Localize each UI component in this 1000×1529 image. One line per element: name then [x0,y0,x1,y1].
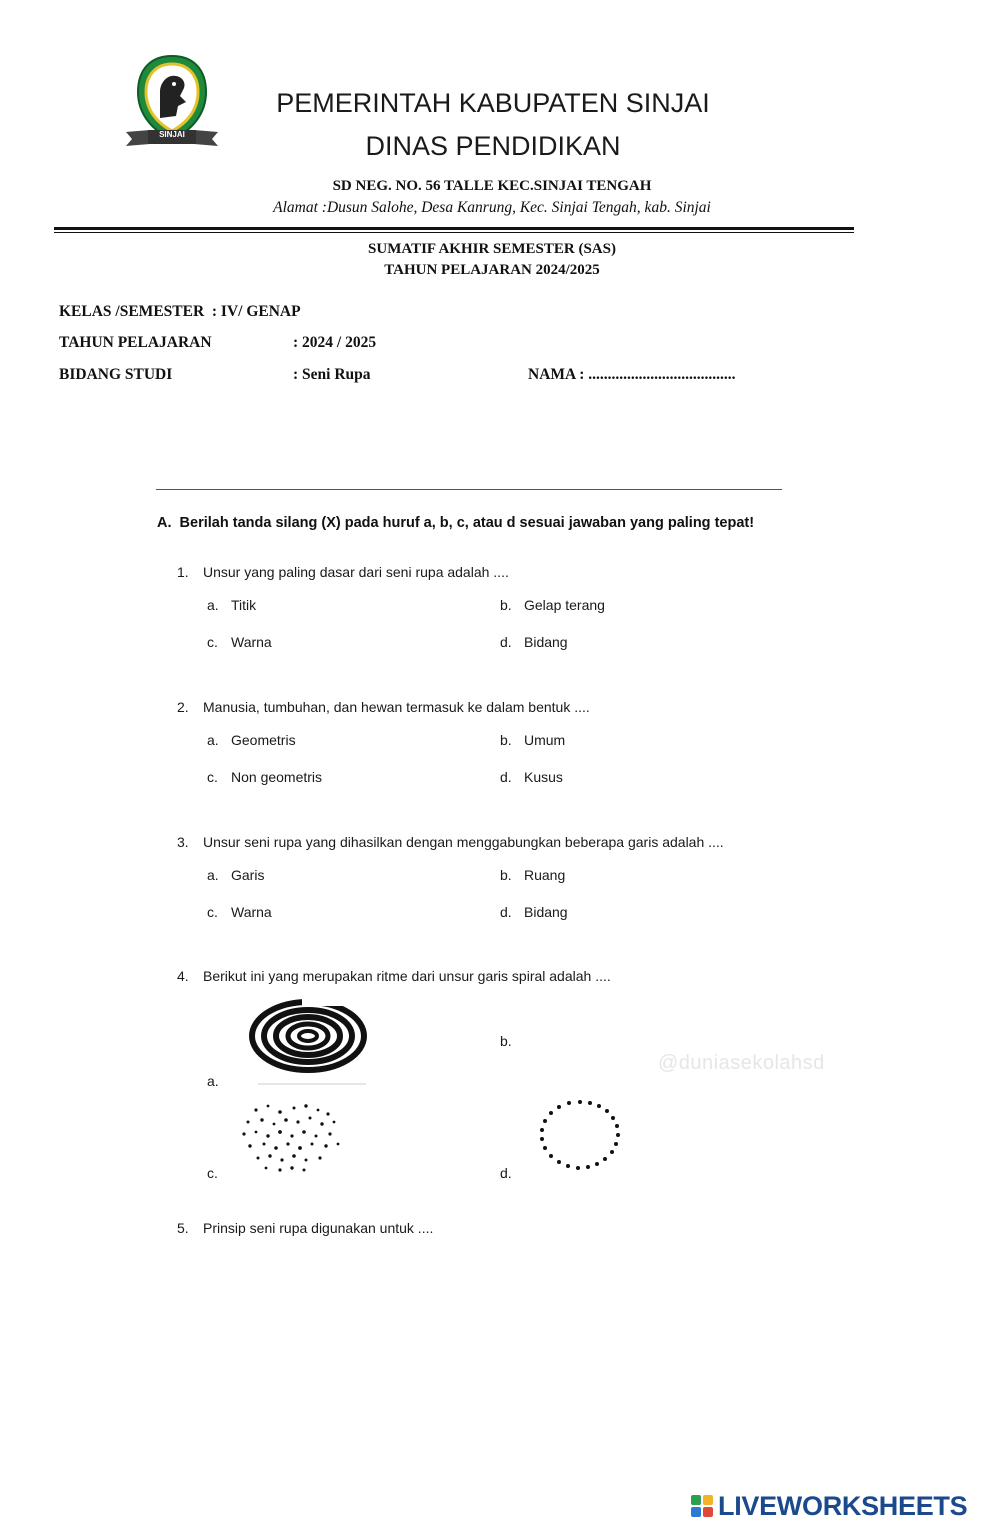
option-3d[interactable] [500,904,568,920]
question-5 [177,1220,433,1236]
question-4 [177,968,611,984]
department-name: DINAS PENDIDIKAN [365,131,621,161]
spiral-lines-image[interactable] [248,998,368,1088]
option-3a[interactable] [207,867,264,883]
option-text: Kusus [524,769,563,785]
option-text: Geometris [231,732,296,748]
school-name: SD NEG. NO. 56 TALLE KEC.SINJAI TENGAH [332,178,652,194]
option-1d[interactable] [500,634,568,650]
option-letter: c. [207,634,218,650]
question-number: 1. [177,564,189,580]
letterhead-rule-thick [54,227,854,230]
question-1 [177,564,509,580]
question-number: 5. [177,1220,189,1236]
option-text: Warna [231,904,272,920]
option-text: Titik [231,597,257,613]
academic-year-value: : 2024 / 2025 [293,334,377,351]
scattered-dots-image[interactable] [236,1100,346,1176]
option-4b[interactable] [500,1033,524,1049]
question-text: Unsur seni rupa yang dihasilkan dengan menggabungkan beberapa garis adalah .... [203,834,724,850]
option-3c[interactable] [207,904,272,920]
section-a-instructions: A. Berilah tanda silang (X) pada huruf a, b, c, atau d sesuai jawaban yang paling tepat! [157,515,755,531]
option-text: Gelap terang [524,597,605,613]
subject-label: BIDANG STUDI [59,366,173,383]
option-text: Bidang [524,904,568,920]
option-letter: a. [207,732,219,748]
liveworksheets-icon [690,1494,714,1518]
option-letter: a. [207,1073,219,1089]
option-letter: d. [500,634,512,650]
option-letter: a. [207,867,219,883]
option-letter: b. [500,597,512,613]
option-letter: a. [207,597,219,613]
student-name-field[interactable]: NAMA : ...................................... [528,366,736,383]
option-letter: d. [500,904,512,920]
option-1b[interactable] [500,597,605,613]
option-4c[interactable] [207,1165,231,1181]
academic-year-label: TAHUN PELAJARAN [59,334,212,351]
option-3b[interactable] [500,867,565,883]
question-text: Prinsip seni rupa digunakan untuk .... [203,1220,434,1236]
option-letter: d. [500,769,512,785]
question-3 [177,834,724,850]
option-2b[interactable] [500,732,565,748]
liveworksheets-brand: LIVEWORKSHEETS [718,1490,968,1521]
question-number: 2. [177,699,189,715]
option-text: Garis [231,867,265,883]
letterhead-rule-thin [54,232,854,233]
section-divider [156,489,782,490]
emblem-ribbon-text: SINJAI [159,130,185,139]
option-1a[interactable] [207,597,256,613]
option-letter: b. [500,1033,512,1049]
option-letter: b. [500,732,512,748]
option-text: Umum [524,732,566,748]
option-letter: c. [207,904,218,920]
option-letter: c. [207,769,218,785]
option-text: Ruang [524,867,566,883]
class-semester: KELAS /SEMESTER : IV/ GENAP [59,303,301,320]
dotted-circle-image[interactable] [534,1096,626,1174]
watermark-text: @duniasekolahsd [658,1052,825,1074]
government-name: PEMERINTAH KABUPATEN SINJAI [276,88,710,118]
option-4a[interactable] [207,1073,231,1089]
exam-title: SUMATIF AKHIR SEMESTER (SAS) [368,241,616,257]
exam-year: TAHUN PELAJARAN 2024/2025 [384,262,600,278]
question-text: Unsur yang paling dasar dari seni rupa adalah .... [203,564,509,580]
option-2d[interactable] [500,769,563,785]
option-letter: b. [500,867,512,883]
option-2c[interactable] [207,769,322,785]
option-1c[interactable] [207,634,272,650]
option-text: Non geometris [231,769,323,785]
question-number: 3. [177,834,189,850]
school-address: Alamat :Dusun Salohe, Desa Kanrung, Kec. Sinjai Tengah, kab. Sinjai [273,199,711,216]
option-text: Bidang [524,634,568,650]
option-4d[interactable] [500,1165,524,1181]
option-letter: c. [207,1165,218,1181]
subject-value: : Seni Rupa [293,366,371,383]
liveworksheets-logo [690,1490,967,1522]
option-2a[interactable] [207,732,296,748]
option-letter: d. [500,1165,512,1181]
option-text: Warna [231,634,272,650]
question-text: Berikut ini yang merupakan ritme dari unsur garis spiral adalah .... [203,968,611,984]
question-number: 4. [177,968,189,984]
question-text: Manusia, tumbuhan, dan hewan termasuk ke dalam bentuk .... [203,699,590,715]
question-2 [177,699,590,715]
